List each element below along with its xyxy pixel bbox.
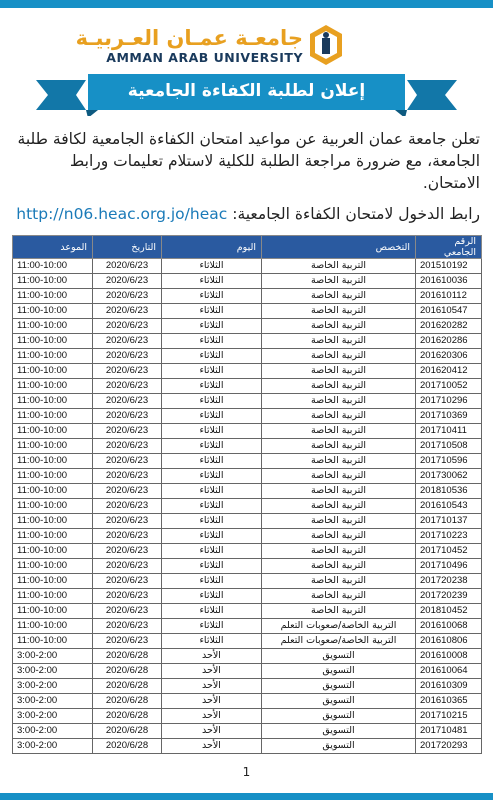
cell-major: التسويق: [262, 739, 416, 754]
table-row: [13, 304, 482, 319]
cell-date: 2020/6/23: [93, 544, 162, 559]
cell-date: 2020/6/23: [93, 499, 162, 514]
cell-major: التربية الخاصة: [262, 364, 416, 379]
cell-day: الأحد: [162, 739, 262, 754]
exam-link-url[interactable]: http://n06.heac.org.jo/heac: [16, 205, 228, 223]
logo-english-name: AMMAN ARAB UNIVERSITY: [106, 50, 303, 65]
cell-student-id: 201710296: [416, 394, 482, 409]
cell-date: 2020/6/28: [93, 649, 162, 664]
cell-time: 11:00-10:00: [13, 289, 93, 304]
cell-major: التربية الخاصة: [262, 529, 416, 544]
cell-date: 2020/6/23: [93, 484, 162, 499]
cell-major: التربية الخاصة: [262, 304, 416, 319]
cell-date: 2020/6/23: [93, 589, 162, 604]
cell-time: 11:00-10:00: [13, 334, 93, 349]
cell-major: التسويق: [262, 679, 416, 694]
cell-date: 2020/6/28: [93, 694, 162, 709]
table-row: [13, 514, 482, 529]
cell-date: 2020/6/23: [93, 364, 162, 379]
university-logo: [0, 20, 493, 65]
cell-day: الثلاثاء: [162, 394, 262, 409]
cell-time: 11:00-10:00: [13, 394, 93, 409]
cell-time: 11:00-10:00: [13, 409, 93, 424]
university-emblem-icon: [308, 24, 344, 66]
table-row: [13, 529, 482, 544]
cell-day: الأحد: [162, 679, 262, 694]
cell-student-id: 201620286: [416, 334, 482, 349]
cell-date: 2020/6/23: [93, 424, 162, 439]
cell-major: التربية الخاصة: [262, 469, 416, 484]
cell-day: الثلاثاء: [162, 334, 262, 349]
cell-major: التربية الخاصة: [262, 574, 416, 589]
cell-day: الثلاثاء: [162, 604, 262, 619]
cell-time: 11:00-10:00: [13, 619, 93, 634]
cell-student-id: 201710596: [416, 454, 482, 469]
cell-date: 2020/6/28: [93, 679, 162, 694]
cell-day: الثلاثاء: [162, 274, 262, 289]
cell-date: 2020/6/23: [93, 634, 162, 649]
table-row: [13, 664, 482, 679]
cell-date: 2020/6/23: [93, 319, 162, 334]
table-body: [13, 259, 482, 754]
cell-major: التسويق: [262, 694, 416, 709]
cell-date: 2020/6/23: [93, 274, 162, 289]
cell-date: 2020/6/23: [93, 409, 162, 424]
cell-day: الأحد: [162, 694, 262, 709]
cell-time: 3:00-2:00: [13, 649, 93, 664]
table-row: [13, 289, 482, 304]
table-row: [13, 574, 482, 589]
cell-student-id: 201720238: [416, 574, 482, 589]
cell-student-id: 201710223: [416, 529, 482, 544]
cell-time: 11:00-10:00: [13, 499, 93, 514]
cell-major: التربية الخاصة: [262, 409, 416, 424]
header-time: الموعد: [13, 236, 93, 259]
cell-time: 3:00-2:00: [13, 679, 93, 694]
table-row: [13, 679, 482, 694]
table-row: [13, 439, 482, 454]
cell-student-id: 201610309: [416, 679, 482, 694]
cell-time: 11:00-10:00: [13, 484, 93, 499]
table-row: [13, 484, 482, 499]
cell-major: التسويق: [262, 709, 416, 724]
table-header-row: [13, 236, 482, 259]
cell-student-id: 201620306: [416, 349, 482, 364]
cell-time: 11:00-10:00: [13, 604, 93, 619]
cell-student-id: 201730062: [416, 469, 482, 484]
table-row: [13, 379, 482, 394]
cell-major: التربية الخاصة/صعوبات التعلم: [262, 634, 416, 649]
cell-day: الثلاثاء: [162, 439, 262, 454]
cell-time: 11:00-10:00: [13, 379, 93, 394]
cell-major: التربية الخاصة/صعوبات التعلم: [262, 619, 416, 634]
cell-day: الثلاثاء: [162, 499, 262, 514]
cell-student-id: 201620412: [416, 364, 482, 379]
logo-arabic-name: جامعـة عمـان العـربيـة: [75, 26, 303, 50]
cell-date: 2020/6/28: [93, 664, 162, 679]
table-row: [13, 274, 482, 289]
cell-day: الثلاثاء: [162, 469, 262, 484]
table-row: [13, 559, 482, 574]
cell-date: 2020/6/28: [93, 739, 162, 754]
bottom-border: [0, 793, 493, 800]
table-row: [13, 694, 482, 709]
cell-time: 11:00-10:00: [13, 454, 93, 469]
cell-date: 2020/6/23: [93, 259, 162, 274]
cell-time: 11:00-10:00: [13, 439, 93, 454]
cell-day: الثلاثاء: [162, 454, 262, 469]
cell-student-id: 201610806: [416, 634, 482, 649]
cell-student-id: 201610365: [416, 694, 482, 709]
cell-major: التسويق: [262, 649, 416, 664]
exam-link-label: رابط الدخول لامتحان الكفاءة الجامعية:: [232, 205, 480, 223]
cell-student-id: 201710508: [416, 439, 482, 454]
cell-day: الثلاثاء: [162, 529, 262, 544]
header-date: التاريخ: [93, 236, 162, 259]
cell-day: الثلاثاء: [162, 619, 262, 634]
cell-time: 11:00-10:00: [13, 304, 93, 319]
cell-student-id: 201710481: [416, 724, 482, 739]
cell-date: 2020/6/23: [93, 514, 162, 529]
cell-date: 2020/6/23: [93, 289, 162, 304]
cell-student-id: 201710137: [416, 514, 482, 529]
cell-day: الثلاثاء: [162, 379, 262, 394]
cell-major: التسويق: [262, 724, 416, 739]
table-row: [13, 349, 482, 364]
cell-time: 3:00-2:00: [13, 709, 93, 724]
cell-day: الثلاثاء: [162, 634, 262, 649]
cell-student-id: 201710052: [416, 379, 482, 394]
table-row: [13, 319, 482, 334]
table-row: [13, 739, 482, 754]
cell-day: الأحد: [162, 724, 262, 739]
cell-student-id: 201810536: [416, 484, 482, 499]
cell-time: 11:00-10:00: [13, 544, 93, 559]
cell-major: التربية الخاصة: [262, 514, 416, 529]
cell-major: التربية الخاصة: [262, 349, 416, 364]
cell-time: 11:00-10:00: [13, 514, 93, 529]
cell-student-id: 201720239: [416, 589, 482, 604]
cell-day: الأحد: [162, 709, 262, 724]
cell-student-id: 201610543: [416, 499, 482, 514]
cell-day: الثلاثاء: [162, 589, 262, 604]
cell-day: الأحد: [162, 664, 262, 679]
cell-major: التربية الخاصة: [262, 289, 416, 304]
cell-day: الثلاثاء: [162, 409, 262, 424]
cell-student-id: 201720293: [416, 739, 482, 754]
cell-major: التربية الخاصة: [262, 319, 416, 334]
cell-time: 11:00-10:00: [13, 274, 93, 289]
cell-time: 3:00-2:00: [13, 739, 93, 754]
cell-date: 2020/6/23: [93, 334, 162, 349]
cell-time: 11:00-10:00: [13, 529, 93, 544]
cell-time: 11:00-10:00: [13, 319, 93, 334]
table-row: [13, 424, 482, 439]
cell-date: 2020/6/23: [93, 304, 162, 319]
cell-date: 2020/6/23: [93, 529, 162, 544]
header-major: التخصص: [262, 236, 416, 259]
cell-day: الثلاثاء: [162, 319, 262, 334]
announcement-text: تعلن جامعة عمان العربية عن مواعيد امتحان الكفاءة الجامعية لكافة طلبة الجامعة، مع ضرورة مراجعة الطلبة للكلية لاستلام تعليمات ورابط الامتحان.: [17, 130, 480, 192]
cell-student-id: 201810452: [416, 604, 482, 619]
announcement-title: إعلان لطلبة الكفاءة الجامعية: [127, 81, 366, 101]
cell-student-id: 201510192: [416, 259, 482, 274]
table-row: [13, 454, 482, 469]
cell-major: التربية الخاصة: [262, 439, 416, 454]
cell-time: 11:00-10:00: [13, 559, 93, 574]
table-row: [13, 499, 482, 514]
table-row: [13, 259, 482, 274]
cell-date: 2020/6/23: [93, 604, 162, 619]
cell-date: 2020/6/23: [93, 454, 162, 469]
cell-date: 2020/6/23: [93, 619, 162, 634]
cell-major: التربية الخاصة: [262, 379, 416, 394]
cell-time: 11:00-10:00: [13, 589, 93, 604]
table-row: [13, 394, 482, 409]
cell-time: 11:00-10:00: [13, 634, 93, 649]
cell-student-id: 201610008: [416, 649, 482, 664]
cell-time: 3:00-2:00: [13, 694, 93, 709]
cell-date: 2020/6/23: [93, 349, 162, 364]
table-row: [13, 409, 482, 424]
table-row: [13, 469, 482, 484]
table-row: [13, 544, 482, 559]
cell-time: 11:00-10:00: [13, 469, 93, 484]
table-row: [13, 649, 482, 664]
cell-time: 11:00-10:00: [13, 574, 93, 589]
cell-date: 2020/6/23: [93, 469, 162, 484]
cell-date: 2020/6/28: [93, 724, 162, 739]
cell-time: 3:00-2:00: [13, 664, 93, 679]
cell-major: التربية الخاصة: [262, 454, 416, 469]
cell-student-id: 201610036: [416, 274, 482, 289]
cell-major: التربية الخاصة: [262, 259, 416, 274]
table-row: [13, 334, 482, 349]
table-row: [13, 709, 482, 724]
cell-major: التربية الخاصة: [262, 544, 416, 559]
cell-major: التربية الخاصة: [262, 499, 416, 514]
cell-student-id: 201610112: [416, 289, 482, 304]
cell-time: 11:00-10:00: [13, 349, 93, 364]
cell-student-id: 201620282: [416, 319, 482, 334]
header-student-id: الرقم الجامعي: [416, 236, 482, 259]
cell-day: الثلاثاء: [162, 559, 262, 574]
exam-schedule-table: [12, 235, 482, 754]
page-number: 1: [242, 765, 251, 779]
cell-student-id: 201610547: [416, 304, 482, 319]
cell-major: التربية الخاصة: [262, 484, 416, 499]
cell-student-id: 201710452: [416, 544, 482, 559]
cell-major: التسويق: [262, 664, 416, 679]
cell-date: 2020/6/23: [93, 574, 162, 589]
cell-date: 2020/6/23: [93, 379, 162, 394]
cell-major: التربية الخاصة: [262, 394, 416, 409]
cell-day: الثلاثاء: [162, 484, 262, 499]
cell-major: التربية الخاصة: [262, 589, 416, 604]
cell-date: 2020/6/28: [93, 709, 162, 724]
cell-student-id: 201610068: [416, 619, 482, 634]
cell-date: 2020/6/23: [93, 559, 162, 574]
cell-time: 3:00-2:00: [13, 724, 93, 739]
cell-student-id: 201710496: [416, 559, 482, 574]
cell-time: 11:00-10:00: [13, 424, 93, 439]
cell-student-id: 201710369: [416, 409, 482, 424]
cell-day: الثلاثاء: [162, 364, 262, 379]
cell-day: الثلاثاء: [162, 259, 262, 274]
cell-day: الثلاثاء: [162, 424, 262, 439]
exam-link-line: [14, 205, 480, 223]
cell-student-id: 201710215: [416, 709, 482, 724]
header-day: اليوم: [162, 236, 262, 259]
cell-date: 2020/6/23: [93, 394, 162, 409]
cell-major: التربية الخاصة: [262, 604, 416, 619]
cell-major: التربية الخاصة: [262, 559, 416, 574]
cell-major: التربية الخاصة: [262, 424, 416, 439]
cell-student-id: 201610064: [416, 664, 482, 679]
table-row: [13, 589, 482, 604]
top-border: [0, 0, 493, 8]
cell-major: التربية الخاصة: [262, 274, 416, 289]
table-row: [13, 364, 482, 379]
cell-date: 2020/6/23: [93, 439, 162, 454]
cell-day: الأحد: [162, 649, 262, 664]
cell-major: التربية الخاصة: [262, 334, 416, 349]
table-row: [13, 634, 482, 649]
table-row: [13, 604, 482, 619]
cell-day: الثلاثاء: [162, 514, 262, 529]
cell-time: 11:00-10:00: [13, 364, 93, 379]
cell-student-id: 201710411: [416, 424, 482, 439]
cell-day: الثلاثاء: [162, 574, 262, 589]
cell-day: الثلاثاء: [162, 304, 262, 319]
table-row: [13, 724, 482, 739]
cell-time: 11:00-10:00: [13, 259, 93, 274]
cell-day: الثلاثاء: [162, 349, 262, 364]
cell-day: الثلاثاء: [162, 544, 262, 559]
table-row: [13, 619, 482, 634]
cell-day: الثلاثاء: [162, 289, 262, 304]
